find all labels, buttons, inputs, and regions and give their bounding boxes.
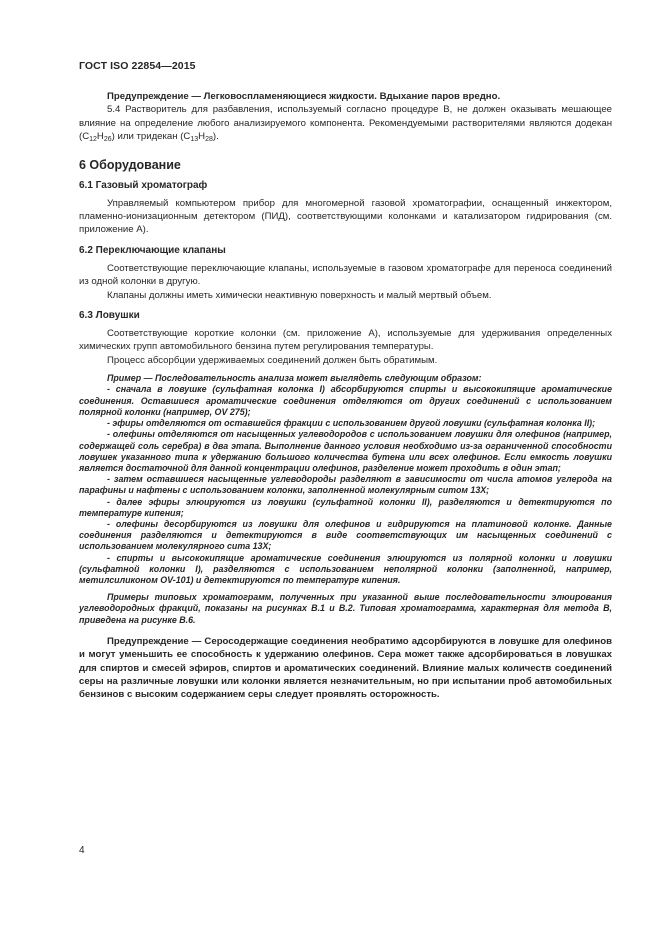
formula-h: H bbox=[96, 131, 104, 143]
formula-h-2: H bbox=[198, 131, 206, 143]
example-note: Примеры типовых хроматограмм, полученных при указанной выше последовательности элюирования углеводородных фракций, показаны на рисунках В.1 и В.2. Типовая хроматограмма, характерная для метода В, приведена на рисунке В.6. bbox=[79, 592, 612, 625]
section-6-2-paragraph-1: Соответствующие переключающие клапаны, используемые в газовом хроматографе для переноса соединений из одной колонки в другую. bbox=[79, 262, 612, 288]
section-6-2-heading: 6.2 Переключающие клапаны bbox=[79, 244, 226, 256]
section-6-3-paragraph-1: Соответствующие короткие колонки (см. приложение А), используемые для удерживания определенных химических групп автомобильного бензина путем регулирования температуры. bbox=[79, 328, 612, 353]
example-step: - далее эфиры элюируются из ловушки (сульфатной колонки II), разделяются и детектируются по температуре кипения; bbox=[79, 496, 612, 518]
subscript-26: 26 bbox=[103, 136, 112, 144]
subscript-13: 13 bbox=[190, 136, 199, 144]
warning-sulfur: Предупреждение — Серосодержащие соединения необратимо адсорбируются в ловушке для олефинов и могут уменьшить ее способность к удержанию олефинов. Сера может также адсорбироваться в ловушках для спиртов и смесей эфиров, спиртов и ароматических соединений. Влияние малых количеств соединений серы на различные ловушки или колонки является незначительным, но при испытании проб автомобильных бензинов с высоким содержанием серы следует проявлять осторожность. bbox=[79, 635, 612, 701]
paragraph-5-4-text-mid: ) или тридекан (C bbox=[111, 131, 191, 143]
page-number: 4 bbox=[79, 845, 85, 856]
section-6-1-text: Управляемый компьютером прибор для многомерной газовой хроматографии, оснащенный инжектором, пламенно-ионизационным детектором (ПИД), соответствующими колонками и катализатором гидрирования (см. приложение А). bbox=[79, 197, 612, 236]
subscript-28: 28 bbox=[205, 136, 213, 144]
example-step: - сначала в ловушке (сульфатная колонка I) абсорбируются спирты и высококипящие ароматические соединения. Оставшиеся ароматические соединения отделяются от других соединений с использованием полярной колонки (например, OV 275); bbox=[79, 384, 612, 417]
paragraph-5-4-end: ). bbox=[212, 131, 219, 143]
section-6-heading: 6 Оборудование bbox=[79, 157, 181, 172]
section-6-2-paragraph-2: Клапаны должны иметь химически неактивную поверхность и малый мертвый объем. bbox=[107, 289, 492, 301]
paragraph-5-4 bbox=[79, 103, 612, 143]
example-step: - олефины десорбируются из ловушки для олефинов и гидрируются на платиновой колонке. Данные соединения разделяются и детектируются в виде соответствующих им насыщенных соединений с использованием молекулярного сита 13X; bbox=[79, 518, 612, 552]
section-6-3-heading: 6.3 Ловушки bbox=[79, 310, 140, 322]
section-6-1-heading: 6.1 Газовый хроматограф bbox=[79, 179, 208, 191]
example-block bbox=[79, 373, 612, 625]
section-6-3-paragraph-2: Процесс абсорбции удерживаемых соединений должен быть обратимым. bbox=[107, 354, 438, 366]
example-intro: Пример — Последовательность анализа может выглядеть следующим образом: bbox=[107, 373, 482, 384]
warning-flammable: Предупреждение — Легковоспламеняющиеся жидкости. Вдыхание паров вредно. bbox=[107, 91, 501, 102]
example-step: - затем оставшиеся насыщенные углеводороды разделяют в зависимости от числа атомов углерода на парафины и нафтены с использованием колонки, заполненной молекулярным ситом 13X; bbox=[79, 474, 612, 496]
example-step: - эфиры отделяются от оставшейся фракции с использованием другой ловушки (сульфатная колонка II); bbox=[107, 418, 596, 429]
example-step: - олефины отделяются от насыщенных углеводородов с использованием ловушки для олефинов (например, содержащей соль серебра) в два этапа. Выполнение данного условия необходимо из-за ограниченной способности ловушек указанного типа к удержанию большого количества бутена или всех олефинов. Если емкость ловушки является достаточной для данной концентрации олефинов, разделение может проходить в один этап; bbox=[79, 429, 612, 473]
document-header: ГОСТ ISO 22854—2015 bbox=[79, 60, 196, 72]
subscript-12: 12 bbox=[89, 136, 97, 144]
paragraph-5-4-text: 5.4 Растворитель для разбавления, используемый согласно процедуре В, не должен оказывать мешающее влияние на определение любого анализируемого компонента. Рекомендуемыми растворителями являются додекан (C bbox=[79, 104, 612, 143]
page-content bbox=[79, 90, 612, 702]
example-step: - спирты и высококипящие ароматические соединения элюируются из полярной колонки и ловушки (сульфатной колонки I), разделяются с использованием неполярной колонки (заполненной, например, метилсиликоном OV-101) и детектируются по температуре кипения. bbox=[79, 552, 612, 585]
